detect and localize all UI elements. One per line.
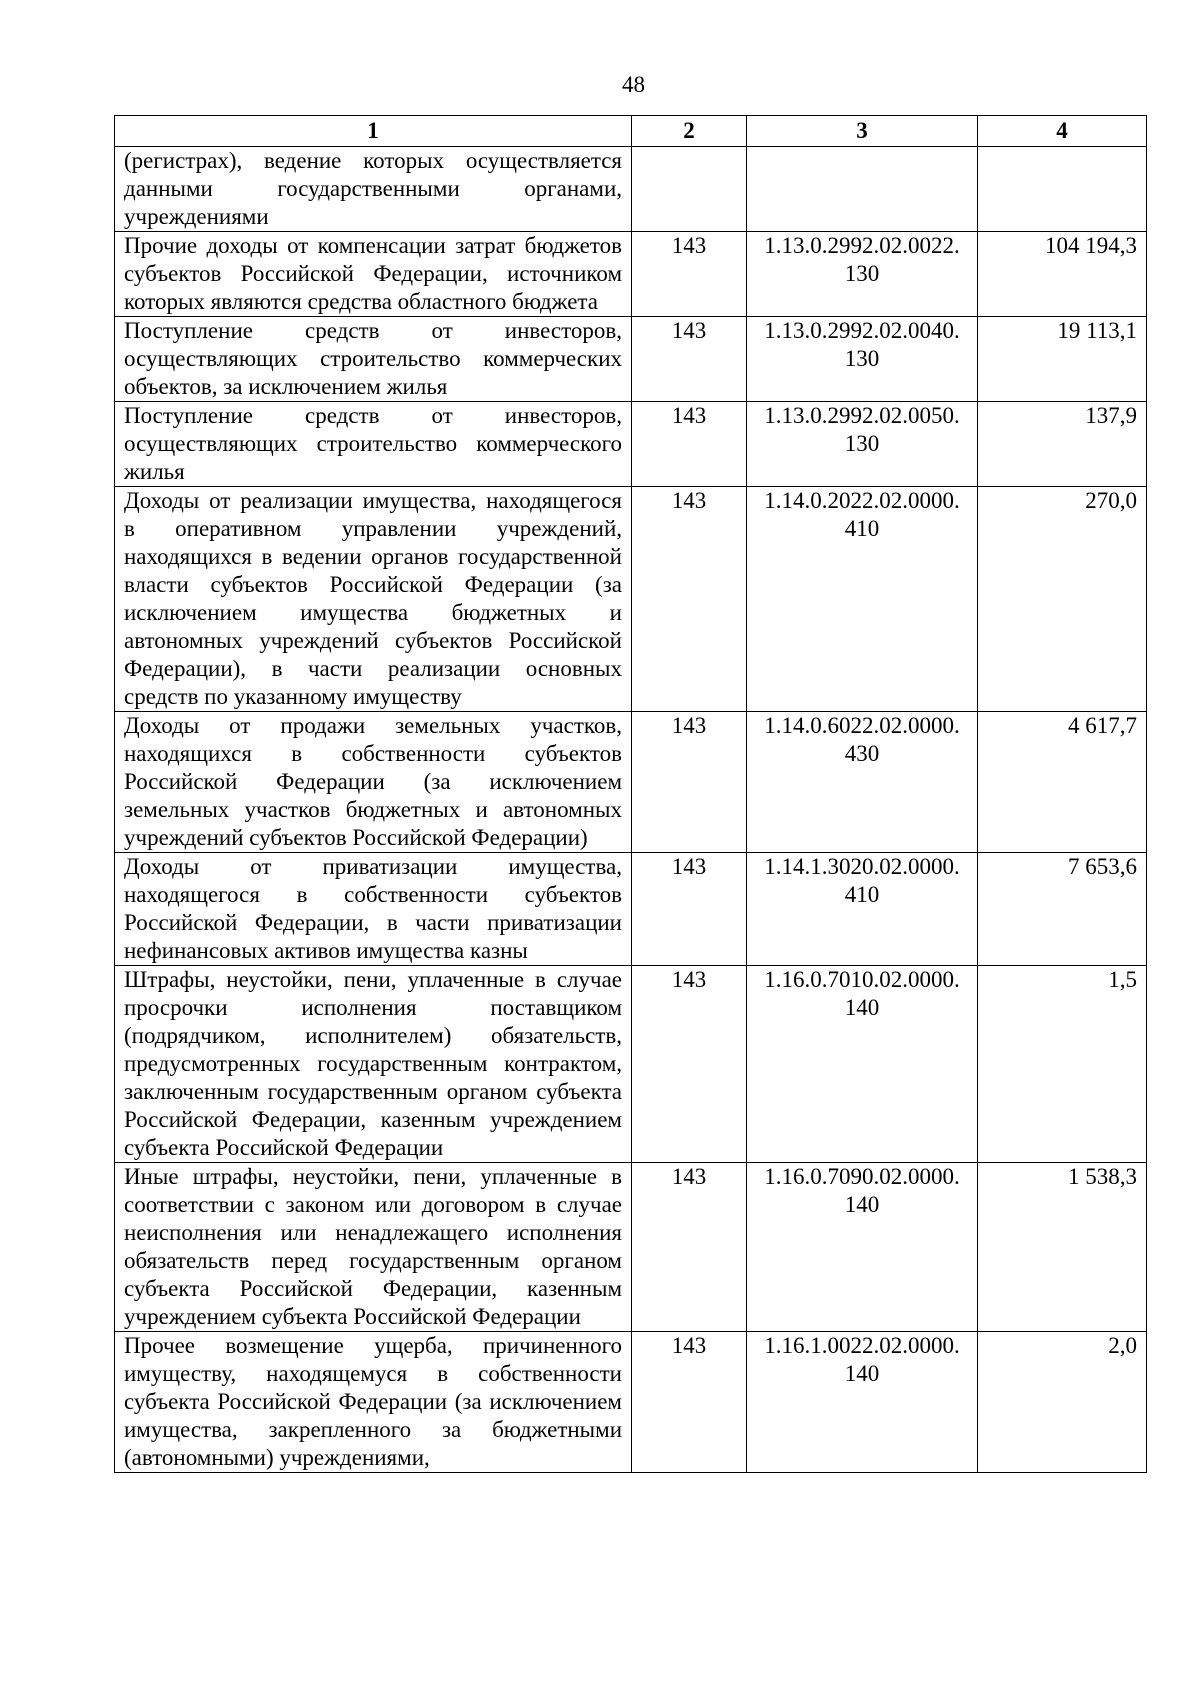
table-row xyxy=(115,1332,1147,1473)
budget-code-part2: 130 xyxy=(844,431,880,456)
page-number: 48 xyxy=(622,72,645,97)
row-admin-code: 143 xyxy=(632,317,747,402)
budget-code-part1: 1.13.0.2992.02.0050. xyxy=(764,403,960,428)
budget-code-part2: 410 xyxy=(844,882,880,907)
row-budget-code xyxy=(747,402,978,487)
budget-code-part2: 410 xyxy=(844,516,880,541)
row-description: Иные штрафы, неустойки, пени, уплаченные в соответствии с законом или договором в случае неисполнения или ненадлежащего исполнения обязательств перед государственным органом субъекта Российской Федерации, казенным учреждением субъекта Российской Федерации xyxy=(115,1163,632,1332)
budget-code-part1: 1.14.0.2022.02.0000. xyxy=(764,488,960,513)
row-description: (регистрах), ведение которых осуществляется данными государственными органами, учреждениями xyxy=(115,147,632,232)
budget-code-part2: 430 xyxy=(844,741,880,766)
row-description: Прочие доходы от компенсации затрат бюджетов субъектов Российской Федерации, источником которых являются средства областного бюджета xyxy=(115,232,632,317)
table-header-row xyxy=(115,116,1147,147)
table-row xyxy=(115,966,1147,1163)
row-admin-code: 143 xyxy=(632,853,747,966)
budget-code-part1: 1.13.0.2992.02.0022. xyxy=(764,233,960,258)
row-amount: 104 194,3 xyxy=(978,232,1147,317)
row-description: Прочее возмещение ущерба, причиненного имуществу, находящемуся в собственности субъекта Российской Федерации (за исключением имущества, закрепленного за бюджетными (автономными) учреждениями, xyxy=(115,1332,632,1473)
table-row xyxy=(115,487,1147,712)
row-budget-code xyxy=(747,853,978,966)
budget-code-part1: 1.13.0.2992.02.0040. xyxy=(764,318,960,343)
budget-code-part1: 1.16.0.7090.02.0000. xyxy=(764,1164,960,1189)
table-row xyxy=(115,317,1147,402)
table-row xyxy=(115,147,1147,232)
budget-code-part2: 140 xyxy=(844,995,880,1020)
column-header-4: 4 xyxy=(978,116,1147,147)
row-budget-code xyxy=(747,317,978,402)
row-amount: 4 617,7 xyxy=(978,712,1147,853)
row-amount: 19 113,1 xyxy=(978,317,1147,402)
row-description: Доходы от приватизации имущества, находящегося в собственности субъектов Российской Федерации, в части приватизации нефинансовых активов имущества казны xyxy=(115,853,632,966)
row-amount: 1,5 xyxy=(978,966,1147,1163)
table-row xyxy=(115,1163,1147,1332)
row-budget-code xyxy=(747,487,978,712)
row-description: Штрафы, неустойки, пени, уплаченные в случае просрочки исполнения поставщиком (подрядчиком, исполнителем) обязательств, предусмотренных государственным контрактом, заключенным государственным органом субъекта Российской Федерации, казенным учреждением субъекта Российской Федерации xyxy=(115,966,632,1163)
table-row xyxy=(115,853,1147,966)
row-budget-code xyxy=(747,712,978,853)
budget-code-part1: 1.16.0.7010.02.0000. xyxy=(764,967,960,992)
row-amount: 2,0 xyxy=(978,1332,1147,1473)
row-admin-code: 143 xyxy=(632,487,747,712)
row-description: Доходы от продажи земельных участков, находящихся в собственности субъектов Российской Федерации (за исключением земельных участков бюджетных и автономных учреждений субъектов Российской Федерации) xyxy=(115,712,632,853)
row-amount: 7 653,6 xyxy=(978,853,1147,966)
table-row xyxy=(115,402,1147,487)
row-budget-code xyxy=(747,966,978,1163)
row-admin-code: 143 xyxy=(632,966,747,1163)
column-header-1: 1 xyxy=(115,116,632,147)
row-amount: 137,9 xyxy=(978,402,1147,487)
budget-code-part2: 140 xyxy=(844,1192,880,1217)
column-header-2: 2 xyxy=(632,116,747,147)
row-admin-code: 143 xyxy=(632,712,747,853)
table-row xyxy=(115,712,1147,853)
column-header-3: 3 xyxy=(747,116,978,147)
budget-code-part2: 130 xyxy=(844,346,880,371)
budget-code-part1: 1.14.1.3020.02.0000. xyxy=(764,854,960,879)
row-admin-code: 143 xyxy=(632,232,747,317)
budget-code-part1: 1.14.0.6022.02.0000. xyxy=(764,713,960,738)
row-description: Поступление средств от инвесторов, осуществляющих строительство коммерческих объектов, за исключением жилья xyxy=(115,317,632,402)
budget-code-part2: 130 xyxy=(844,261,880,286)
table-row xyxy=(115,232,1147,317)
row-description: Поступление средств от инвесторов, осуществляющих строительство коммерческого жилья xyxy=(115,402,632,487)
row-budget-code xyxy=(747,232,978,317)
row-amount xyxy=(978,147,1147,232)
row-budget-code xyxy=(747,1332,978,1473)
row-budget-code xyxy=(747,1163,978,1332)
row-admin-code: 143 xyxy=(632,1163,747,1332)
revenue-table xyxy=(114,115,1147,1473)
row-admin-code: 143 xyxy=(632,402,747,487)
row-admin-code xyxy=(632,147,747,232)
budget-code-part2: 140 xyxy=(844,1361,880,1386)
row-amount: 270,0 xyxy=(978,487,1147,712)
row-description: Доходы от реализации имущества, находящегося в оперативном управлении учреждений, находящихся в ведении органов государственной власти субъектов Российской Федерации (за исключением имущества бюджетных и автономных учреждений субъектов Российской Федерации), в части реализации основных средств по указанному имуществу xyxy=(115,487,632,712)
row-budget-code xyxy=(747,147,978,232)
row-amount: 1 538,3 xyxy=(978,1163,1147,1332)
row-admin-code: 143 xyxy=(632,1332,747,1473)
budget-code-part1: 1.16.1.0022.02.0000. xyxy=(764,1333,960,1358)
